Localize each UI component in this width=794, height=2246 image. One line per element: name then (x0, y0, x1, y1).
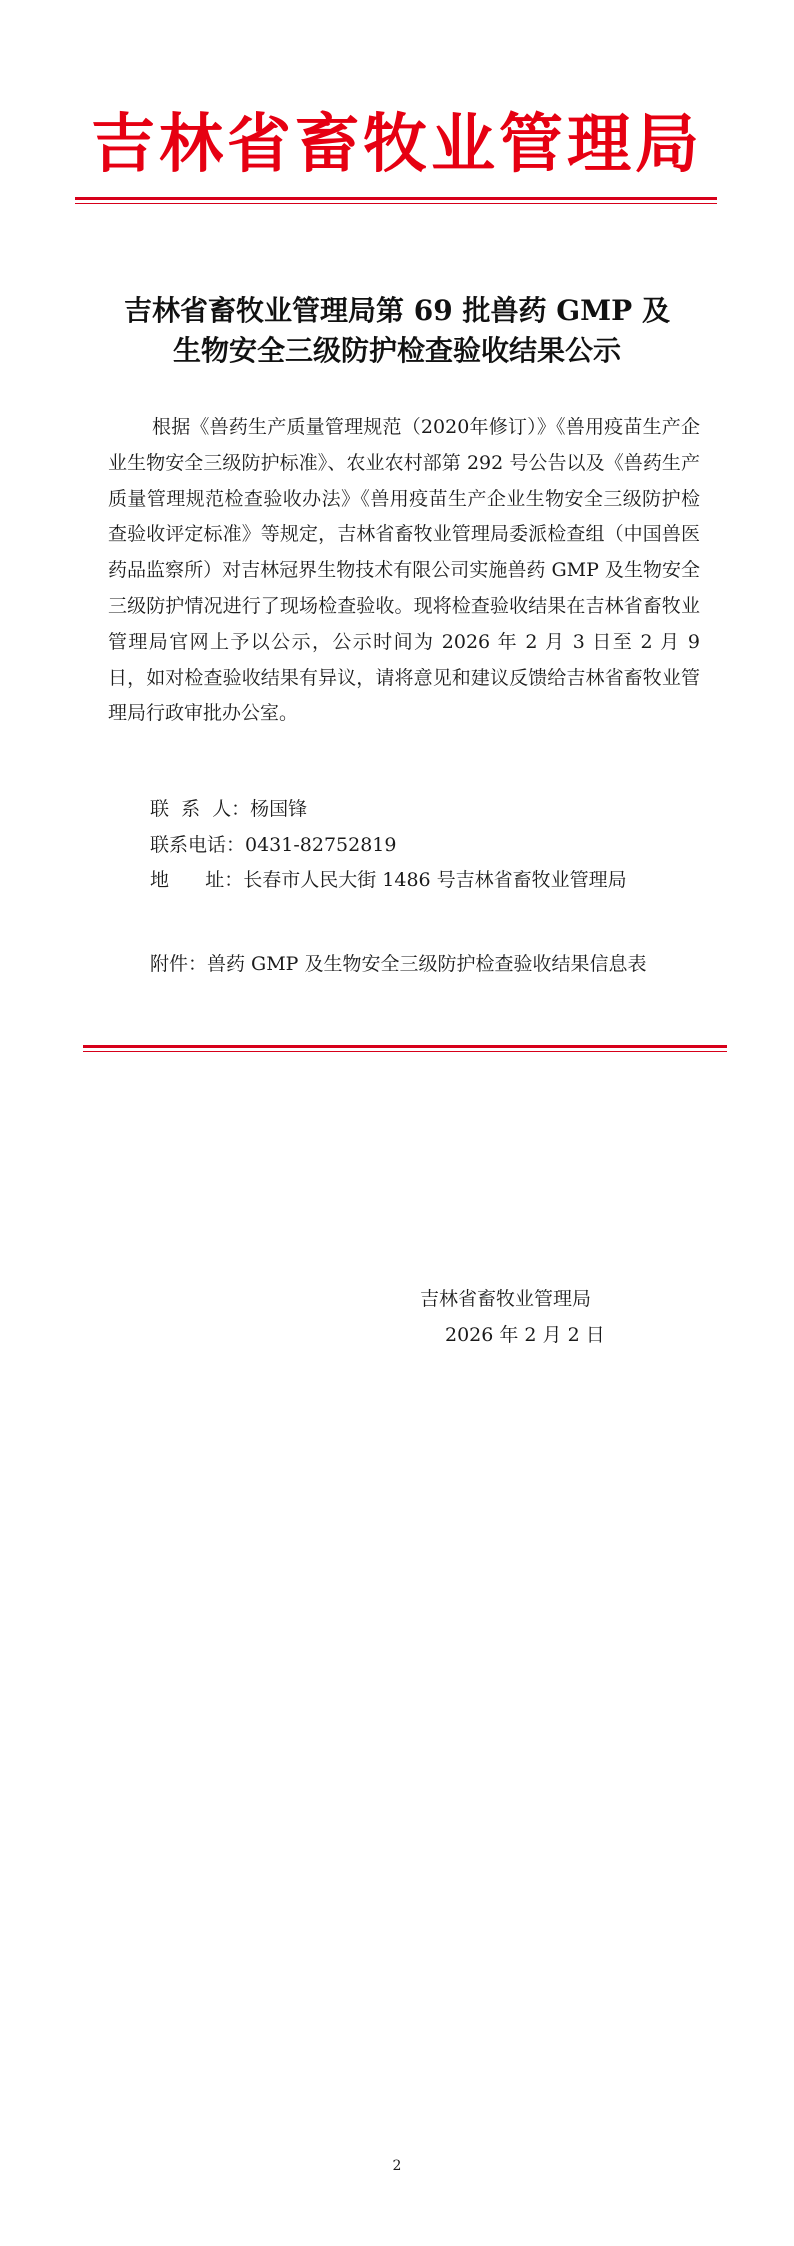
document-title (60, 291, 734, 371)
attachment-line: 附件：兽药 GMP 及生物安全三级防护检查验收结果信息表 (150, 953, 647, 975)
page-number: 2 (392, 2158, 402, 2174)
footer-divider (83, 1045, 727, 1052)
masthead-divider (75, 197, 717, 204)
contact-person: 联 系 人：杨国锋 (150, 798, 308, 820)
signature-date: 2026 年 2 月 2 日 (445, 1324, 605, 1346)
body-paragraph: 根据《兽药生产质量管理规范（2020年修订）》《兽用疫苗生产企业生物安全三级防护标准》、农业农村部第 292 号公告以及《兽药生产质量管理规范检查验收办法》《兽用疫苗生产企业生物安全三级防护检查验收评定标准》等规定，吉林省畜牧业管理局委派检查组（中国兽医药品监察所）对吉林冠界生物技术有限公司实施兽药 GMP 及生物安全三级防护情况进行了现场检查验收。现将检查验收结果在吉林省畜牧业管理局官网上予以公示，公示时间为 2026 年 2 月 3 日至 2 月 9 日，如对检查验收结果有异议，请将意见和建议反馈给吉林省畜牧业管理局行政审批办公室。 (108, 416, 700, 725)
contact-address: 地 址：长春市人民大街 1486 号吉林省畜牧业管理局 (150, 869, 627, 891)
document-title-line-1: 吉林省畜牧业管理局第 69 批兽药 GMP 及 (124, 294, 670, 327)
signature-organization: 吉林省畜牧业管理局 (420, 1288, 592, 1310)
masthead-org-name: 吉林省畜牧业管理局 (91, 107, 703, 182)
contact-phone: 联系电话：0431-82752819 (150, 834, 397, 856)
document-title-line-2: 生物安全三级防护检查验收结果公示 (172, 334, 621, 367)
